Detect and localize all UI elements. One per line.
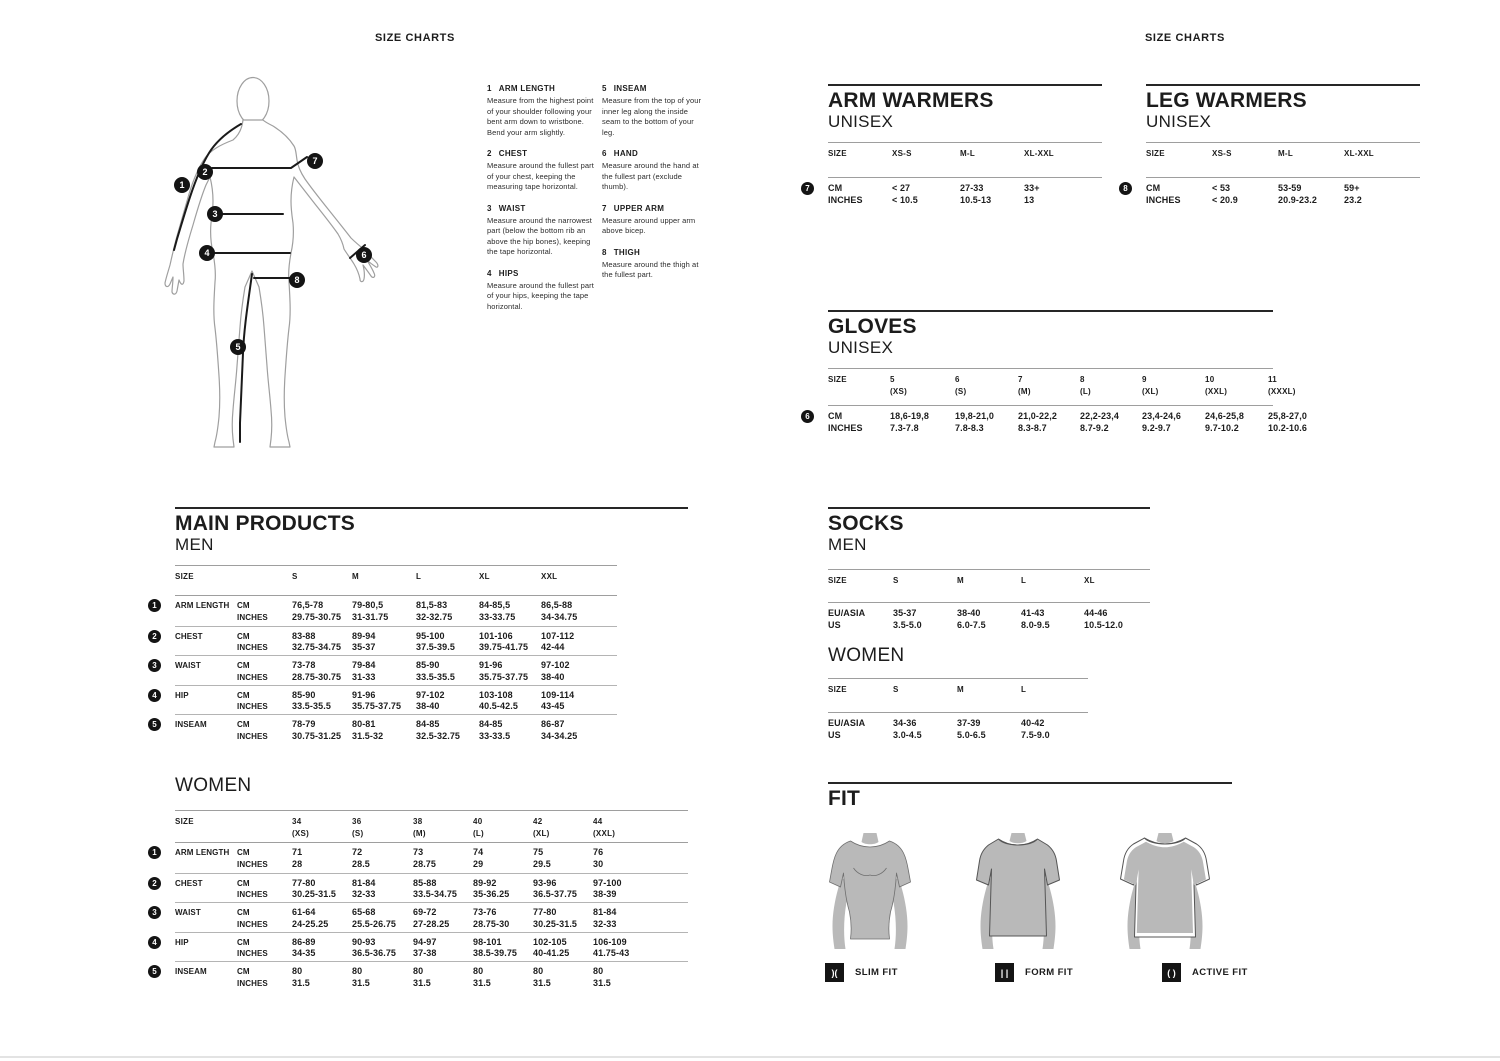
header-row	[175, 565, 617, 596]
measure-label: CHEST	[175, 631, 203, 641]
size-label: SIZE	[1146, 149, 1165, 158]
unit-labels: CM INCHES	[237, 848, 268, 869]
size-header-cell: 11 (XXXL)	[1268, 375, 1296, 396]
value-cell: 84-85 33-33.5	[479, 719, 511, 741]
value-cell: 40-42 7.5-9.0	[1021, 718, 1050, 740]
value-cell: 80 31.5	[473, 966, 491, 988]
size-label: SIZE	[175, 817, 194, 826]
value-cell: 78-79 30.75-31.25	[292, 719, 342, 741]
size-header-cell: 9 (XL)	[1142, 375, 1159, 396]
measure-row-hip	[152, 685, 617, 715]
instruction-hips	[487, 269, 599, 313]
value-cell: 69-72 27-28.25	[413, 907, 450, 929]
value-cell: 76 30	[593, 847, 604, 869]
size-header-cell: L	[416, 572, 422, 581]
size-header-cell: XS-S	[892, 149, 912, 158]
size-header-cell: 7 (M)	[1018, 375, 1031, 396]
value-cell: 106-109 41.75-43	[593, 936, 630, 958]
value-cell: 86-89 34-35	[292, 936, 316, 958]
size-label: SIZE	[828, 375, 847, 384]
value-cell: 94-97 37-38	[413, 936, 437, 958]
measure-label: HIP	[175, 690, 189, 700]
active-fit-figure	[1115, 832, 1215, 957]
value-cell: 38-40 6.0-7.5	[957, 608, 986, 630]
unit-labels: CM INCHES	[237, 937, 268, 958]
size-header-cell: XL-XXL	[1344, 149, 1374, 158]
value-cell: 80 31.5	[533, 966, 551, 988]
size-header-cell: XS-S	[1212, 149, 1232, 158]
value-cell: 98-101 38.5-39.75	[473, 936, 518, 958]
unit-labels: CM INCHES	[237, 720, 268, 741]
value-cell: 24,6-25,8 9.7-10.2	[1205, 411, 1244, 433]
size-header-cell: S	[893, 576, 899, 585]
header-row	[828, 142, 1102, 178]
form-fit-icon: | |	[995, 963, 1014, 982]
measure-label: HIP	[175, 937, 189, 947]
main-products-women-subtitle: WOMEN	[175, 775, 252, 796]
size-label: SIZE	[175, 572, 194, 581]
form-fit-figure	[968, 832, 1068, 957]
instruction-title: 1 ARM LENGTH	[487, 84, 556, 93]
size-header-cell: XXL	[541, 572, 558, 581]
value-cell: 91-96 35.75-37.75	[352, 689, 402, 711]
value-cell: 81-84 32-33	[593, 907, 617, 929]
size-header-cell: 44 (XXL)	[593, 817, 616, 838]
main-products-men-table	[152, 565, 617, 744]
value-cell: 61-64 24-25.25	[292, 907, 329, 929]
active-fit-label: ACTIVE FIT	[1192, 967, 1248, 978]
socks-women-subtitle: WOMEN	[828, 645, 905, 666]
instruction-title: 5 INSEAM	[602, 84, 647, 93]
body-measurement-diagram	[155, 58, 379, 453]
value-cell: 80-81 31.5-32	[352, 719, 384, 741]
measure-label: INSEAM	[175, 967, 207, 976]
size-header-cell: S	[893, 685, 899, 694]
measure-row-inseam	[152, 714, 617, 744]
arm-warmers-subtitle: UNISEX	[828, 112, 894, 131]
value-cell: 81,5-83 32-32.75	[416, 600, 453, 622]
marker-number: 1	[179, 180, 185, 191]
value-cell: 33+ 13	[1024, 183, 1040, 205]
arm-warmers-title: ARM WARMERS	[828, 89, 994, 112]
row-marker: 3	[148, 906, 161, 919]
socks-title: SOCKS	[828, 512, 904, 535]
size-header-cell: M	[957, 576, 964, 585]
value-cell: 97-102 38-40	[416, 689, 445, 711]
value-cell: 73 28.75	[413, 847, 437, 869]
instruction-upper-arm	[602, 204, 705, 237]
size-header-cell: L	[1021, 576, 1027, 585]
size-header-cell: 8 (L)	[1080, 375, 1091, 396]
value-cell: 37-39 5.0-6.5	[957, 718, 986, 740]
value-cell: 85-90 33.5-35.5	[292, 689, 331, 711]
fit-rule	[828, 782, 1232, 784]
value-cell: 89-94 35-37	[352, 630, 376, 652]
row-marker: 4	[148, 936, 161, 949]
instruction-title: 3 WAIST	[487, 203, 526, 213]
value-cell: 80 31.5	[292, 966, 310, 988]
main-products-title: MAIN PRODUCTS	[175, 512, 355, 535]
measure-label: ARM LENGTH	[175, 848, 230, 857]
row-marker: 1	[148, 846, 161, 859]
socks-rule	[828, 507, 1150, 509]
instruction-chest	[487, 149, 599, 193]
fit-title: FIT	[828, 787, 861, 810]
data-row	[828, 603, 1150, 631]
value-cell: 27-33 10.5-13	[960, 183, 992, 205]
measure-label: CHEST	[175, 878, 203, 888]
size-header-cell: M	[352, 572, 359, 581]
value-cell: 89-92 35-36.25	[473, 877, 510, 899]
size-header-cell: M-L	[960, 149, 975, 158]
gloves-title: GLOVES	[828, 315, 917, 338]
socks-men-table	[828, 569, 1150, 631]
value-cell: 83-88 32.75-34.75	[292, 630, 342, 652]
measure-row-arm-length	[152, 843, 688, 873]
instruction-text: Measure around the fullest part of your hips, keeping the tape horizontal.	[487, 280, 594, 311]
instruction-text: Measure around the hand at the fullest part (exclude thumb).	[602, 161, 699, 191]
value-cell: 86,5-88 34-34.75	[541, 600, 578, 622]
measure-row-waist	[152, 902, 688, 932]
data-row	[805, 178, 1102, 206]
size-header-cell: 10 (XXL)	[1205, 375, 1228, 396]
size-header-cell: M-L	[1278, 149, 1293, 158]
instruction-title: 6 HAND	[602, 149, 639, 158]
size-label: SIZE	[828, 685, 847, 694]
value-cell: 95-100 37.5-39.5	[416, 630, 455, 652]
row-marker: 5	[148, 965, 161, 978]
value-cell: 102-105 40-41.25	[533, 936, 570, 958]
value-cell: 71 28	[292, 847, 303, 869]
value-cell: 109-114 43-45	[541, 689, 575, 711]
row-marker: 1	[148, 599, 161, 612]
header-row	[1146, 142, 1420, 178]
body-outline	[165, 78, 378, 448]
unit-labels: CM INCHES	[828, 411, 863, 433]
instruction-text: Measure around upper arm above bicep.	[602, 215, 696, 235]
leg-warmers-table	[1123, 142, 1420, 206]
marker-number: 4	[204, 248, 210, 259]
instructions-column-1	[487, 84, 599, 323]
value-cell: 73-76 28.75-30	[473, 907, 510, 929]
value-cell: 79-80,5 31-31.75	[352, 600, 389, 622]
fit-option-active	[1162, 963, 1248, 982]
slim-fit-icon: )(	[825, 963, 844, 982]
value-cell: 85-88 33.5-34.75	[413, 877, 458, 899]
value-cell: 90-93 36.5-36.75	[352, 936, 397, 958]
unit-labels: EU/ASIA US	[828, 718, 866, 740]
row-marker: 6	[801, 410, 814, 423]
instruction-hand	[602, 149, 705, 193]
size-header-cell: XL	[1084, 576, 1095, 585]
instruction-text: Measure around the thigh at the fullest part.	[602, 259, 699, 279]
main-products-women-table	[152, 810, 688, 991]
form-fit-label: FORM FIT	[1025, 967, 1074, 978]
size-header-cell: 38 (M)	[413, 817, 426, 838]
value-cell: 41-43 8.0-9.5	[1021, 608, 1050, 630]
marker-number: 2	[202, 167, 208, 178]
instruction-text: Measure around the fullest part of your chest, keeping the measuring tape horizontal.	[487, 161, 594, 191]
page-title-left: SIZE CHARTS	[375, 32, 455, 44]
unit-labels: CM INCHES	[237, 967, 268, 988]
data-row	[828, 713, 1088, 741]
socks-women-table	[828, 678, 1088, 741]
value-cell: 91-96 35.75-37.75	[479, 660, 529, 682]
measure-label: WAIST	[175, 661, 201, 670]
value-cell: 80 31.5	[352, 966, 370, 988]
measure-row-waist	[152, 655, 617, 685]
value-cell: 23,4-24,6 9.2-9.7	[1142, 411, 1181, 433]
unit-labels: CM INCHES	[237, 878, 268, 899]
instruction-title: 8 THIGH	[602, 247, 641, 257]
main-products-rule	[175, 507, 688, 509]
value-cell: 65-68 25.5-26.75	[352, 907, 397, 929]
measure-label: INSEAM	[175, 720, 207, 729]
value-cell: 18,6-19,8 7.3-7.8	[890, 411, 929, 433]
instructions-column-2	[602, 84, 705, 292]
value-cell: 72 28.5	[352, 847, 370, 869]
value-cell: 80 31.5	[413, 966, 431, 988]
value-cell: 79-84 31-33	[352, 660, 376, 682]
value-cell: 101-106 39.75-41.75	[479, 630, 529, 652]
size-header-cell: L	[1021, 685, 1027, 694]
measure-label: WAIST	[175, 908, 201, 917]
row-marker: 4	[148, 689, 161, 702]
size-header-cell: XL-XXL	[1024, 149, 1054, 158]
measure-row-arm-length	[152, 596, 617, 626]
value-cell: 73-78 28.75-30.75	[292, 660, 342, 682]
instruction-title: 4 HIPS	[487, 268, 519, 278]
value-cell: 85-90 33.5-35.5	[416, 660, 455, 682]
slim-fit-figure	[820, 832, 920, 957]
header-row	[828, 569, 1150, 603]
instruction-arm-length	[487, 84, 599, 138]
instruction-title: 7 UPPER ARM	[602, 203, 665, 213]
value-cell: 84-85 32.5-32.75	[416, 719, 461, 741]
size-header-cell: M	[957, 685, 964, 694]
value-cell: 44-46 10.5-12.0	[1084, 608, 1123, 630]
leg-warmers-title: LEG WARMERS	[1146, 89, 1307, 112]
instruction-text: Measure around the narrowest part (below the bottom rib an above the hip bones), keeping the tape horizontal.	[487, 215, 592, 256]
value-cell: 35-37 3.5-5.0	[893, 608, 922, 630]
value-cell: 76,5-78 29.75-30.75	[292, 600, 342, 622]
size-label: SIZE	[828, 576, 847, 585]
measure-row-hip	[152, 932, 688, 962]
measure-row-inseam	[152, 961, 688, 991]
value-cell: 21,0-22,2 8.3-8.7	[1018, 411, 1057, 433]
instruction-text: Measure from the top of your inner leg along the inside seam to the bottom of your leg.	[602, 96, 702, 137]
value-cell: 80 31.5	[593, 966, 611, 988]
leg-warmers-rule	[1146, 84, 1420, 86]
header-row	[828, 368, 1296, 406]
value-cell: 77-80 30.25-31.5	[292, 877, 337, 899]
row-marker: 3	[148, 659, 161, 672]
value-cell: < 27 < 10.5	[892, 183, 918, 205]
row-marker: 8	[1119, 182, 1132, 195]
main-products-men-subtitle: MEN	[175, 535, 214, 554]
unit-labels: CM INCHES	[237, 661, 268, 682]
instruction-thigh	[602, 248, 705, 281]
header-row	[175, 810, 688, 843]
marker-number: 3	[212, 209, 218, 220]
arm-warmers-rule	[828, 84, 1102, 86]
size-header-cell: XL	[479, 572, 490, 581]
value-cell: 53-59 20.9-23.2	[1278, 183, 1317, 205]
row-marker: 7	[801, 182, 814, 195]
fit-option-form	[995, 963, 1073, 982]
value-cell: 81-84 32-33	[352, 877, 376, 899]
bottom-divider	[0, 1056, 1500, 1058]
value-cell: 74 29	[473, 847, 484, 869]
arm-warmers-table	[805, 142, 1102, 206]
slim-fit-label: SLIM FIT	[855, 967, 898, 978]
active-fit-icon: ( )	[1162, 963, 1181, 982]
unit-labels: CM INCHES	[1146, 183, 1181, 205]
instruction-title: 2 CHEST	[487, 149, 528, 158]
leg-warmers-subtitle: UNISEX	[1146, 112, 1212, 131]
value-cell: 25,8-27,0 10.2-10.6	[1268, 411, 1307, 433]
unit-labels: EU/ASIA US	[828, 608, 866, 630]
marker-number: 5	[235, 342, 241, 353]
value-cell: 97-100 38-39	[593, 877, 622, 899]
measure-label: ARM LENGTH	[175, 601, 230, 610]
size-header-cell: S	[292, 572, 298, 581]
marker-number: 8	[294, 275, 300, 286]
value-cell: 19,8-21,0 7.8-8.3	[955, 411, 994, 433]
size-header-cell: 36 (S)	[352, 817, 364, 838]
value-cell: 75 29.5	[533, 847, 551, 869]
gloves-rule	[828, 310, 1273, 312]
value-cell: 103-108 40.5-42.5	[479, 689, 518, 711]
value-cell: < 53 < 20.9	[1212, 183, 1238, 205]
marker-number: 6	[361, 250, 367, 261]
value-cell: 93-96 36.5-37.75	[533, 877, 578, 899]
measure-row-chest	[152, 873, 688, 903]
value-cell: 84-85,5 33-33.75	[479, 600, 516, 622]
page-title-right: SIZE CHARTS	[1145, 32, 1225, 44]
instruction-text: Measure from the highest point of your shoulder following your bent arm down to wristbone. Bend your arm slightly.	[487, 96, 594, 137]
size-header-cell: 42 (XL)	[533, 817, 550, 838]
row-marker: 2	[148, 630, 161, 643]
value-cell: 22,2-23,4 8.7-9.2	[1080, 411, 1119, 433]
fit-option-slim	[825, 963, 898, 982]
header-row	[828, 678, 1088, 713]
unit-labels: CM INCHES	[237, 601, 268, 622]
unit-labels: CM INCHES	[237, 908, 268, 929]
unit-labels: CM INCHES	[237, 690, 268, 711]
size-header-cell: 6 (S)	[955, 375, 967, 396]
value-cell: 34-36 3.0-4.5	[893, 718, 922, 740]
size-header-cell: 5 (XS)	[890, 375, 907, 396]
value-cell: 59+ 23.2	[1344, 183, 1362, 205]
row-marker: 2	[148, 877, 161, 890]
size-header-cell: 40 (L)	[473, 817, 484, 838]
value-cell: 77-80 30.25-31.5	[533, 907, 578, 929]
socks-men-subtitle: MEN	[828, 535, 867, 554]
value-cell: 86-87 34-34.25	[541, 719, 578, 741]
measure-row-chest	[152, 626, 617, 656]
data-row	[1123, 178, 1420, 206]
gloves-table	[805, 368, 1307, 434]
size-label: SIZE	[828, 149, 847, 158]
value-cell: 97-102 38-40	[541, 660, 570, 682]
value-cell: 107-112 42-44	[541, 630, 575, 652]
size-header-cell: 34 (XS)	[292, 817, 309, 838]
unit-labels: CM INCHES	[828, 183, 863, 205]
gloves-subtitle: UNISEX	[828, 338, 894, 357]
marker-number: 7	[312, 156, 318, 167]
data-row	[805, 406, 1307, 434]
unit-labels: CM INCHES	[237, 631, 268, 652]
row-marker: 5	[148, 718, 161, 731]
instruction-inseam	[602, 84, 705, 138]
instruction-waist	[487, 204, 599, 258]
